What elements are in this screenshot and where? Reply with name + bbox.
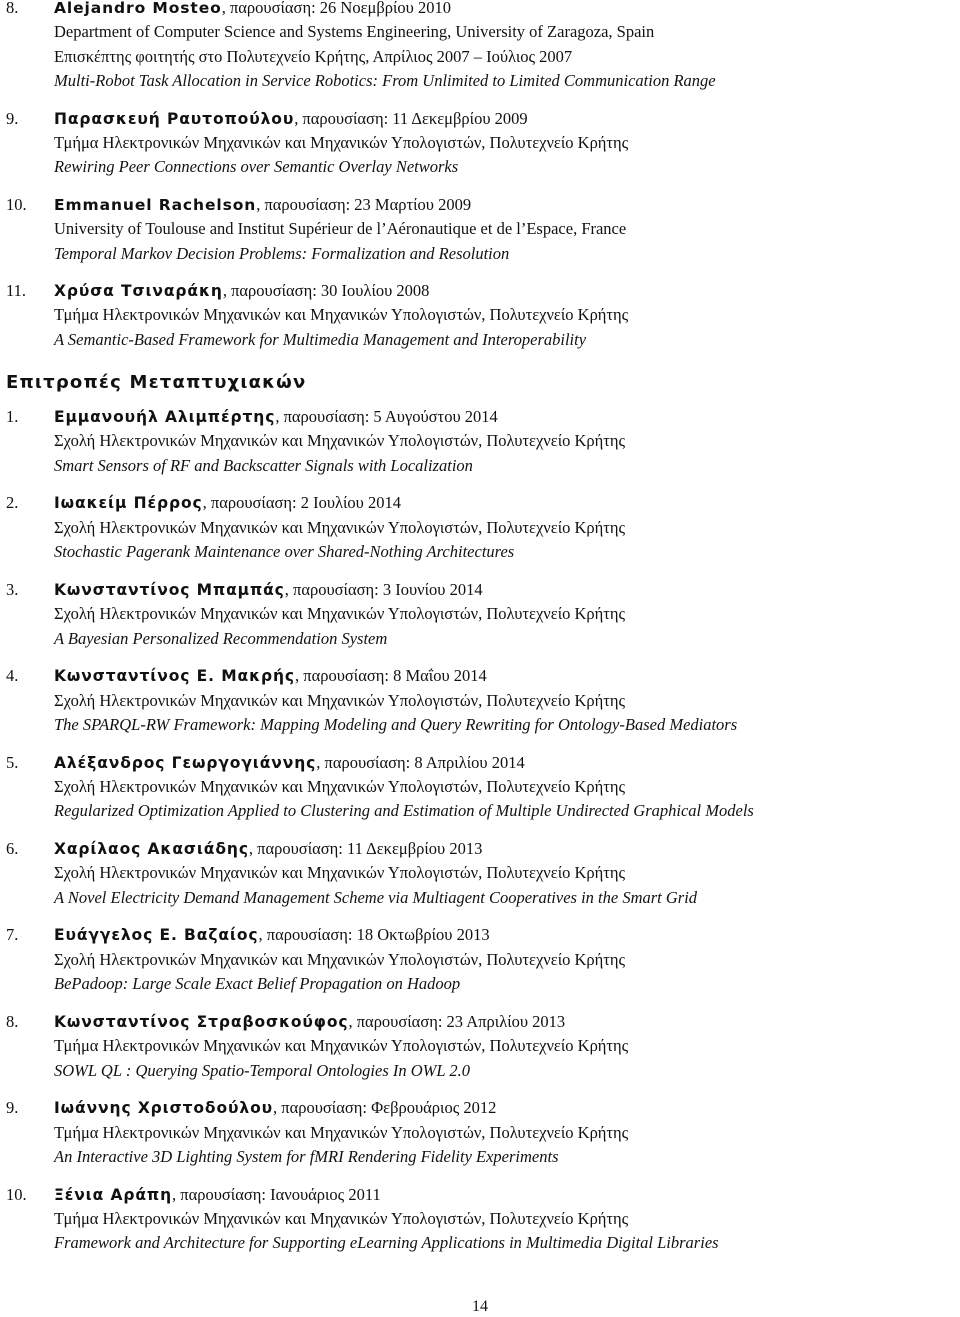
presentation-date: , παρουσίαση: 11 Δεκεμβρίου 2013 xyxy=(248,839,483,859)
affiliation-line: Department of Computer Science and Systems Engineering, University of Zaragoza, Spain xyxy=(54,22,655,42)
affiliation-line: Σχολή Ηλεκτρονικών Μηχανικών και Μηχανικών Υπολογιστών, Πολυτεχνείο Κρήτης xyxy=(54,949,626,969)
list-item xyxy=(0,279,960,352)
affiliation-line: Τμήμα Ηλεκτρονικών Μηχανικών και Μηχανικών Υπολογιστών, Πολυτεχνείο Κρήτης xyxy=(54,305,629,325)
item-number: 4. xyxy=(6,666,19,686)
affiliation-line: Σχολή Ηλεκτρονικών Μηχανικών και Μηχανικών Υπολογιστών, Πολυτεχνείο Κρήτης xyxy=(54,777,626,797)
list-item xyxy=(0,923,960,996)
thesis-title: A Bayesian Personalized Recommendation System xyxy=(54,628,388,648)
list-item xyxy=(0,837,960,910)
graduate-committees-section xyxy=(0,370,960,1269)
item-number: 5. xyxy=(6,752,19,772)
thesis-title: Regularized Optimization Applied to Clustering and Estimation of Multiple Undirected Graphical Models xyxy=(54,801,754,821)
page-number: 14 xyxy=(472,1298,488,1315)
item-number: 10. xyxy=(6,194,27,214)
affiliation-line: Σχολή Ηλεκτρονικών Μηχανικών και Μηχανικών Υπολογιστών, Πολυτεχνείο Κρήτης xyxy=(54,517,626,537)
presentation-date: , παρουσίαση: 8 Απριλίου 2014 xyxy=(316,752,525,772)
list-item xyxy=(0,107,960,180)
thesis-title: Framework and Architecture for Supporting eLearning Applications in Multimedia Digital Libraries xyxy=(54,1233,719,1253)
affiliation-line: Τμήμα Ηλεκτρονικών Μηχανικών και Μηχανικών Υπολογιστών, Πολυτεχνείο Κρήτης xyxy=(54,1209,629,1229)
presentation-date: , παρουσίαση: Φεβρουάριος 2012 xyxy=(273,1098,497,1118)
presentation-date: , παρουσίαση: 3 Ιουνίου 2014 xyxy=(284,579,483,599)
thesis-title: Stochastic Pagerank Maintenance over Shared-Nothing Architectures xyxy=(54,542,515,562)
person-name: Κωνσταντίνος Μπαμπάς xyxy=(54,580,285,599)
list-item xyxy=(0,578,960,651)
item-number: 3. xyxy=(6,579,19,599)
affiliation-line: Σχολή Ηλεκτρονικών Μηχανικών και Μηχανικών Υπολογιστών, Πολυτεχνείο Κρήτης xyxy=(54,863,626,883)
person-name: Emmanuel Rachelson xyxy=(54,195,257,214)
presentation-date: , παρουσίαση: 5 Αυγούστου 2014 xyxy=(275,407,498,426)
person-name: Κωνσταντίνος Ε. Μακρής xyxy=(54,667,296,686)
person-name: Χαρίλαος Ακασιάδης xyxy=(54,840,249,859)
list-item xyxy=(0,1183,960,1256)
affiliation-line: Τμήμα Ηλεκτρονικών Μηχανικών και Μηχανικών Υπολογιστών, Πολυτεχνείο Κρήτης xyxy=(54,1122,629,1142)
thesis-title: Temporal Markov Decision Problems: Formalization and Resolution xyxy=(54,243,510,263)
person-name: Κωνσταντίνος Στραβοσκούφος xyxy=(54,1012,349,1031)
thesis-title: Rewiring Peer Connections over Semantic Overlay Networks xyxy=(54,157,459,177)
person-name: Αλέξανδρος Γεωργογιάννης xyxy=(54,753,317,772)
presentation-date: , παρουσίαση: 26 Νοεμβρίου 2010 xyxy=(221,0,451,17)
person-name: Χρύσα Τσιναράκη xyxy=(54,282,223,301)
affiliation-line: Σχολή Ηλεκτρονικών Μηχανικών και Μηχανικών Υπολογιστών, Πολυτεχνείο Κρήτης xyxy=(54,431,626,451)
affiliation-line: Σχολή Ηλεκτρονικών Μηχανικών και Μηχανικών Υπολογιστών, Πολυτεχνείο Κρήτης xyxy=(54,604,626,624)
person-name: Ιωάννης Χριστοδούλου xyxy=(54,1099,274,1118)
item-number: 8. xyxy=(6,1011,19,1031)
thesis-title: Smart Sensors of RF and Backscatter Signals with Localization xyxy=(54,455,473,475)
person-name: Εμμανουήλ Αλιμπέρτης xyxy=(54,408,276,426)
list-item xyxy=(0,1010,960,1083)
item-number: 1. xyxy=(6,407,19,426)
presentation-date: , παρουσίαση: 23 Απριλίου 2013 xyxy=(348,1011,566,1031)
presentation-date: , παρουσίαση: 11 Δεκεμβρίου 2009 xyxy=(294,108,528,128)
list-item xyxy=(0,491,960,564)
item-number: 10. xyxy=(6,1184,27,1204)
presentation-date: , παρουσίαση: 30 Ιουλίου 2008 xyxy=(222,281,430,301)
item-number: 6. xyxy=(6,839,19,859)
person-name: Ξένια Αράπη xyxy=(54,1185,172,1204)
affiliation-line: Τμήμα Ηλεκτρονικών Μηχανικών και Μηχανικών Υπολογιστών, Πολυτεχνείο Κρήτης xyxy=(54,1036,629,1056)
list-item xyxy=(0,1096,960,1169)
item-number: 8. xyxy=(6,0,19,17)
list-item xyxy=(0,0,960,94)
thesis-title: SOWL QL : Querying Spatio-Temporal Ontologies In OWL 2.0 xyxy=(54,1060,471,1080)
thesis-title: Multi-Robot Task Allocation in Service Robotics: From Unlimited to Limited Communication Range xyxy=(54,71,716,91)
list-item xyxy=(0,193,960,266)
presentation-date: , παρουσίαση: 18 Οκτωβρίου 2013 xyxy=(258,925,490,945)
affiliation-line: University of Toulouse and Institut Supérieur de l’Aéronautique et de l’Espace, France xyxy=(54,219,627,239)
visit-period-line: Επισκέπτης φοιτητής στο Πολυτεχνείο Κρήτης, Απρίλιος 2007 – Ιούλιος 2007 xyxy=(54,46,573,66)
affiliation-line: Τμήμα Ηλεκτρονικών Μηχανικών και Μηχανικών Υπολογιστών, Πολυτεχνείο Κρήτης xyxy=(54,133,629,153)
thesis-title: A Novel Electricity Demand Management Scheme via Multiagent Cooperatives in the Smart Grid xyxy=(54,887,698,907)
person-name: Alejandro Mosteo xyxy=(54,0,222,17)
person-name: Ευάγγελος Ε. Βαζαίος xyxy=(54,926,259,945)
item-number: 11. xyxy=(6,281,27,301)
list-item xyxy=(0,405,960,478)
presentation-date: , παρουσίαση: Ιανουάριος 2011 xyxy=(172,1184,381,1204)
thesis-title: BePadoop: Large Scale Exact Belief Propagation on Hadoop xyxy=(54,974,461,994)
list-item xyxy=(0,751,960,824)
presentation-date: , παρουσίαση: 23 Μαρτίου 2009 xyxy=(256,194,472,214)
person-name: Ιωακείμ Πέρρος xyxy=(54,494,203,513)
thesis-title: The SPARQL-RW Framework: Mapping Modeling and Query Rewriting for Ontology-Based Mediators xyxy=(54,715,738,735)
thesis-title: A Semantic-Based Framework for Multimedia Management and Interoperability xyxy=(54,329,587,349)
list-item xyxy=(0,664,960,737)
presentation-date: , παρουσίαση: 2 Ιουλίου 2014 xyxy=(202,493,401,513)
affiliation-line: Σχολή Ηλεκτρονικών Μηχανικών και Μηχανικών Υπολογιστών, Πολυτεχνείο Κρήτης xyxy=(54,690,626,710)
item-number: 2. xyxy=(6,493,19,513)
presentation-date: , παρουσίαση: 8 Μαΐου 2014 xyxy=(295,666,487,686)
section-heading: Επιτροπές Μεταπτυχιακών xyxy=(6,372,307,393)
item-number: 9. xyxy=(6,1098,19,1118)
thesis-title: An Interactive 3D Lighting System for fMRI Rendering Fidelity Experiments xyxy=(54,1147,559,1167)
visiting-students-section xyxy=(0,0,960,365)
item-number: 7. xyxy=(6,925,19,945)
item-number: 9. xyxy=(6,108,19,128)
person-name: Παρασκευή Ραυτοπούλου xyxy=(54,109,295,128)
